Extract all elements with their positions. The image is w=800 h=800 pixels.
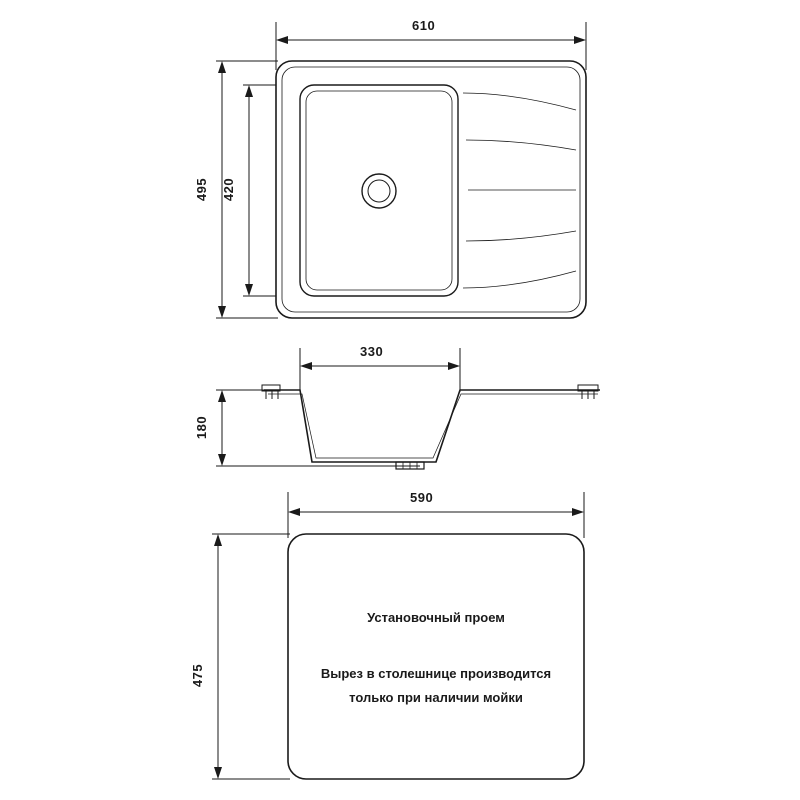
dim-label-420: 420: [221, 177, 237, 202]
dim-475-line: [214, 534, 222, 779]
dim-label-330: 330: [360, 344, 384, 359]
dim-label-495: 495: [194, 177, 210, 202]
sink-section-profile-inner: [268, 394, 598, 458]
mounting-clip-right: [578, 385, 598, 399]
dim-label-475: 475: [190, 663, 206, 688]
dim-label-590: 590: [410, 490, 434, 505]
dim-610-line: [276, 36, 586, 44]
cutout-heading: Установочный проем: [367, 610, 505, 625]
dim-420-line: [245, 85, 253, 296]
dim-330-line: [300, 362, 460, 370]
cutout-view-group: [212, 492, 584, 779]
dim-label-610: 610: [412, 18, 436, 33]
section-view-group: [216, 348, 600, 469]
cutout-note-line-1: Вырез в столешнице производится: [320, 666, 552, 681]
cutout-note-line-2: только при наличии мойки: [349, 690, 523, 705]
mounting-clip-left: [262, 385, 280, 399]
dim-590-line: [288, 508, 584, 516]
sink-bowl-top: [300, 85, 458, 296]
dim-180-line: [218, 390, 226, 466]
cutout-outline: [288, 534, 584, 779]
dim-label-180: 180: [194, 415, 210, 440]
top-view-group: [216, 22, 586, 318]
